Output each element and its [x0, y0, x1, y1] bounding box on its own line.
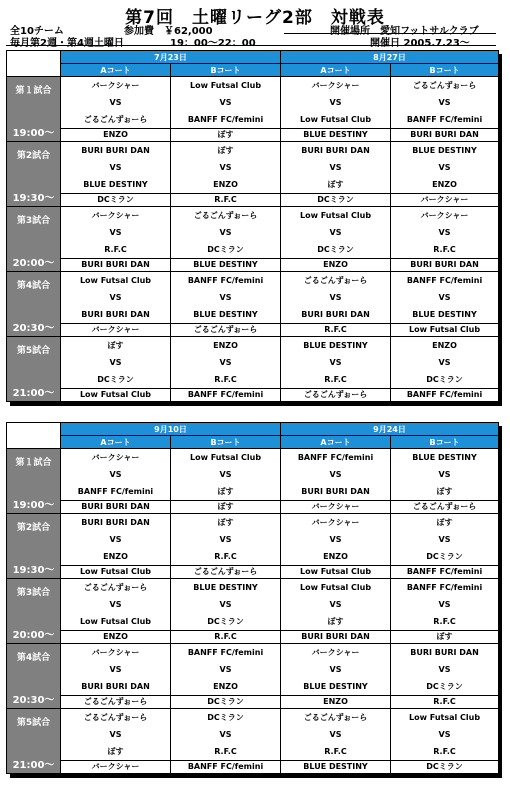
vs-label: VS — [109, 730, 122, 739]
home-team: ごるごんずぉーら — [412, 81, 477, 90]
referee-team: ぼす — [171, 500, 280, 513]
vs-label: VS — [329, 163, 342, 172]
away-team: BURI BURI DAN — [301, 310, 370, 319]
away-team: DCミラン — [426, 552, 463, 561]
home-team: ごるごんずぉーら — [83, 713, 148, 722]
match-row — [7, 272, 499, 337]
referee-team: バークシャー — [391, 193, 498, 206]
slot-cell — [7, 337, 61, 402]
home-team: BLUE DESTINY — [303, 341, 368, 350]
vs-label: VS — [329, 535, 342, 544]
away-team: R.F.C — [214, 552, 237, 561]
home-team: DCミラン — [207, 713, 244, 722]
team-count: 全10チーム — [10, 26, 64, 37]
away-team: DCミラン — [426, 682, 463, 691]
court-a-header: Aコート — [281, 64, 391, 77]
home-team: バークシャー — [91, 211, 140, 220]
home-team: バークシャー — [91, 648, 140, 657]
referee-team: ごるごんずぉーら — [281, 388, 390, 401]
home-team: バークシャー — [91, 81, 140, 90]
match-cell — [61, 337, 171, 402]
match-cell — [391, 337, 499, 402]
away-team: BLUE DESTINY — [412, 310, 477, 319]
away-team: R.F.C — [433, 617, 456, 626]
home-team: Low Futsal Club — [189, 81, 262, 90]
away-team: DCミラン — [317, 245, 354, 254]
referee-team: BANFF FC/femini — [171, 760, 280, 773]
match-row — [7, 207, 499, 272]
referee-team: ごるごんずぉーら — [391, 500, 498, 513]
date-header: 7月23日 — [61, 51, 281, 64]
vs-label: VS — [329, 228, 342, 237]
vs-label: VS — [109, 600, 122, 609]
home-team: ぼす — [217, 146, 234, 155]
away-team: ENZO — [432, 180, 457, 189]
referee-team: BLUE DESTINY — [171, 258, 280, 271]
away-team: BURI BURI DAN — [81, 310, 150, 319]
vs-label: VS — [219, 600, 232, 609]
referee-team: Low Futsal Club — [391, 323, 498, 336]
away-team: Low Futsal Club — [299, 115, 372, 124]
vs-label: VS — [438, 470, 451, 479]
vs-label: VS — [329, 470, 342, 479]
game-time: 20:00〜 — [12, 630, 55, 641]
schedule-table — [6, 50, 499, 402]
game-time: 21:00〜 — [12, 760, 55, 771]
home-team: ごるごんずぉーら — [193, 211, 258, 220]
referee-team: Low Futsal Club — [61, 565, 170, 578]
match-cell — [281, 709, 391, 774]
home-team: ENZO — [432, 341, 457, 350]
slot-cell — [7, 272, 61, 337]
away-team: R.F.C — [214, 747, 237, 756]
referee-team: ENZO — [61, 630, 170, 643]
away-team: ぼす — [107, 747, 124, 756]
match-row — [7, 77, 499, 142]
vs-label: VS — [109, 535, 122, 544]
vs-label: VS — [219, 470, 232, 479]
vs-label: VS — [109, 665, 122, 674]
home-team: ぼす — [107, 341, 124, 350]
vs-label: VS — [438, 600, 451, 609]
referee-team: R.F.C — [171, 193, 280, 206]
match-cell — [61, 272, 171, 337]
vs-label: VS — [438, 730, 451, 739]
game-number: 第3試合 — [16, 588, 51, 598]
court-a-header: Aコート — [61, 436, 171, 449]
match-cell — [171, 272, 281, 337]
referee-team: BANFF FC/femini — [391, 388, 498, 401]
referee-team: ぼす — [171, 128, 280, 141]
vs-label: VS — [109, 470, 122, 479]
match-cell — [171, 207, 281, 272]
match-cell — [391, 77, 499, 142]
schedule-weeks: 毎月第2週・第4週土曜日 — [10, 38, 124, 49]
vs-label: VS — [109, 228, 122, 237]
home-team: バークシャー — [420, 211, 469, 220]
home-team: バークシャー — [311, 518, 360, 527]
home-team: Low Futsal Club — [79, 276, 152, 285]
away-team: ぼす — [217, 487, 234, 496]
game-number: 第１試合 — [15, 86, 52, 96]
vs-label: VS — [219, 358, 232, 367]
home-team: BURI BURI DAN — [301, 146, 370, 155]
home-team: Low Futsal Club — [408, 713, 481, 722]
match-cell — [171, 709, 281, 774]
away-team: BURI BURI DAN — [81, 682, 150, 691]
match-cell — [171, 142, 281, 207]
match-cell — [281, 77, 391, 142]
game-number: 第4試合 — [16, 281, 51, 291]
match-cell — [281, 142, 391, 207]
away-team: ぼす — [327, 180, 344, 189]
home-team: ごるごんずぉーら — [303, 713, 368, 722]
vs-label: VS — [109, 293, 122, 302]
entry-fee: 参加費 ￥62,000 — [124, 26, 213, 37]
game-time: 20:00〜 — [12, 258, 55, 269]
away-team: R.F.C — [324, 375, 347, 384]
vs-label: VS — [219, 228, 232, 237]
court-b-header: Bコート — [171, 64, 281, 77]
game-number: 第4試合 — [16, 653, 51, 663]
match-row — [7, 579, 499, 644]
match-cell — [171, 77, 281, 142]
match-cell — [391, 709, 499, 774]
game-number: 第2試合 — [16, 523, 51, 533]
away-team: R.F.C — [214, 375, 237, 384]
vs-label: VS — [329, 293, 342, 302]
match-cell — [171, 644, 281, 709]
slot-cell — [7, 207, 61, 272]
corner-cell — [7, 51, 61, 77]
referee-team: BURI BURI DAN — [391, 128, 498, 141]
match-cell — [391, 514, 499, 579]
home-team: バークシャー — [311, 81, 360, 90]
away-team: ごるごんずぉーら — [83, 115, 148, 124]
vs-label: VS — [329, 98, 342, 107]
match-cell — [391, 579, 499, 644]
match-cell — [61, 514, 171, 579]
header — [0, 0, 510, 50]
referee-team: BLUE DESTINY — [281, 128, 390, 141]
slot-cell — [7, 709, 61, 774]
away-team: ぼす — [436, 487, 453, 496]
away-team: BURI BURI DAN — [301, 487, 370, 496]
match-cell — [61, 77, 171, 142]
vs-label: VS — [329, 730, 342, 739]
away-team: BANFF FC/femini — [187, 115, 264, 124]
home-team: BANFF FC/femini — [187, 276, 264, 285]
match-cell — [61, 644, 171, 709]
divider — [6, 45, 496, 46]
game-time: 19:30〜 — [12, 565, 55, 576]
slot-cell — [7, 77, 61, 142]
match-cell — [171, 579, 281, 644]
referee-team: R.F.C — [171, 630, 280, 643]
vs-label: VS — [438, 665, 451, 674]
away-team: BLUE DESTINY — [83, 180, 148, 189]
referee-team: R.F.C — [391, 695, 498, 708]
game-time: 20:30〜 — [12, 323, 55, 334]
referee-team: ごるごんずぉーら — [61, 695, 170, 708]
game-time: 19:00〜 — [12, 500, 55, 511]
match-row — [7, 644, 499, 709]
away-team: R.F.C — [433, 747, 456, 756]
slot-cell — [7, 449, 61, 514]
match-cell — [61, 449, 171, 514]
match-row — [7, 142, 499, 207]
away-team: ぼす — [327, 617, 344, 626]
vs-label: VS — [109, 98, 122, 107]
away-team: R.F.C — [433, 245, 456, 254]
slot-cell — [7, 514, 61, 579]
match-cell — [171, 337, 281, 402]
home-team: BURI BURI DAN — [81, 146, 150, 155]
vs-label: VS — [438, 358, 451, 367]
referee-team: ぼす — [391, 630, 498, 643]
home-team: ぼす — [217, 518, 234, 527]
match-row — [7, 449, 499, 514]
away-team: ENZO — [213, 180, 238, 189]
referee-team: BANFF FC/femini — [171, 388, 280, 401]
start-date: 開催日 2005.7.23〜 — [370, 38, 470, 49]
game-time: 21:00〜 — [12, 388, 55, 399]
vs-label: VS — [219, 293, 232, 302]
match-row — [7, 337, 499, 402]
match-cell — [61, 142, 171, 207]
schedule-table — [6, 422, 499, 774]
match-cell — [61, 579, 171, 644]
referee-team: DCミラン — [61, 193, 170, 206]
game-number: 第5試合 — [16, 718, 51, 728]
match-cell — [281, 644, 391, 709]
court-b-header: Bコート — [391, 64, 499, 77]
referee-team: ごるごんずぉーら — [171, 565, 280, 578]
game-number: 第2試合 — [16, 151, 51, 161]
match-cell — [391, 142, 499, 207]
home-team: ごるごんずぉーら — [83, 583, 148, 592]
away-team: DCミラン — [207, 617, 244, 626]
date-header: 8月27日 — [281, 51, 499, 64]
match-row — [7, 709, 499, 774]
referee-team: バークシャー — [61, 760, 170, 773]
game-time: 19:00〜 — [12, 128, 55, 139]
home-team: BURI BURI DAN — [410, 648, 479, 657]
game-number: 第１試合 — [15, 458, 52, 468]
game-time: 20:30〜 — [12, 695, 55, 706]
vs-label: VS — [109, 163, 122, 172]
match-cell — [61, 709, 171, 774]
slot-cell — [7, 579, 61, 644]
referee-team: BURI BURI DAN — [61, 500, 170, 513]
match-row — [7, 514, 499, 579]
court-a-header: Aコート — [281, 436, 391, 449]
away-team: ENZO — [103, 552, 128, 561]
away-team: BANFF FC/femini — [77, 487, 154, 496]
referee-team: DCミラン — [391, 760, 498, 773]
vs-label: VS — [438, 228, 451, 237]
match-cell — [281, 449, 391, 514]
referee-team: Low Futsal Club — [61, 388, 170, 401]
referee-team: BANFF FC/femini — [391, 565, 498, 578]
away-team: BLUE DESTINY — [303, 682, 368, 691]
referee-team: DCミラン — [171, 695, 280, 708]
vs-label: VS — [438, 163, 451, 172]
home-team: BLUE DESTINY — [193, 583, 258, 592]
home-team: BANFF FC/femini — [187, 648, 264, 657]
away-team: DCミラン — [426, 375, 463, 384]
session-time: 19：00〜22：00 — [170, 38, 256, 49]
referee-team: BURI BURI DAN — [61, 258, 170, 271]
court-a-header: Aコート — [61, 64, 171, 77]
match-cell — [171, 514, 281, 579]
home-team: ぼす — [436, 518, 453, 527]
away-team: DCミラン — [97, 375, 134, 384]
match-cell — [391, 207, 499, 272]
vs-label: VS — [219, 665, 232, 674]
home-team: Low Futsal Club — [299, 211, 372, 220]
vs-label: VS — [219, 730, 232, 739]
referee-team: ENZO — [61, 128, 170, 141]
home-team: Low Futsal Club — [299, 583, 372, 592]
away-team: R.F.C — [324, 747, 347, 756]
slot-cell — [7, 142, 61, 207]
game-number: 第3試合 — [16, 216, 51, 226]
vs-label: VS — [219, 98, 232, 107]
home-team: BLUE DESTINY — [412, 146, 477, 155]
referee-team: Low Futsal Club — [281, 565, 390, 578]
referee-team: ENZO — [281, 695, 390, 708]
match-cell — [281, 207, 391, 272]
corner-cell — [7, 423, 61, 449]
match-cell — [281, 337, 391, 402]
referee-team: バークシャー — [61, 323, 170, 336]
page-title: 第7回 土曜リーグ2部 対戦表 — [125, 8, 385, 28]
referee-team: R.F.C — [281, 323, 390, 336]
game-time: 19:30〜 — [12, 193, 55, 204]
referee-team: ENZO — [281, 258, 390, 271]
match-cell — [281, 514, 391, 579]
away-team: DCミラン — [207, 245, 244, 254]
referee-team: ごるごんずぉーら — [171, 323, 280, 336]
slot-cell — [7, 644, 61, 709]
away-team: R.F.C — [104, 245, 127, 254]
home-team: ごるごんずぉーら — [303, 276, 368, 285]
date-header: 9月24日 — [281, 423, 499, 436]
home-team: BANFF FC/femini — [297, 453, 374, 462]
match-cell — [281, 579, 391, 644]
vs-label: VS — [219, 163, 232, 172]
home-team: BANFF FC/femini — [406, 276, 483, 285]
game-number: 第5試合 — [16, 346, 51, 356]
match-cell — [391, 644, 499, 709]
vs-label: VS — [438, 293, 451, 302]
match-cell — [171, 449, 281, 514]
match-cell — [61, 207, 171, 272]
away-team: BLUE DESTINY — [193, 310, 258, 319]
away-team: ENZO — [323, 552, 348, 561]
home-team: BLUE DESTINY — [412, 453, 477, 462]
vs-label: VS — [329, 358, 342, 367]
home-team: BANFF FC/femini — [406, 583, 483, 592]
match-cell — [391, 449, 499, 514]
date-header: 9月10日 — [61, 423, 281, 436]
home-team: Low Futsal Club — [189, 453, 262, 462]
vs-label: VS — [219, 535, 232, 544]
away-team: BANFF FC/femini — [406, 115, 483, 124]
court-b-header: Bコート — [391, 436, 499, 449]
match-cell — [281, 272, 391, 337]
vs-label: VS — [438, 535, 451, 544]
referee-team: DCミラン — [281, 193, 390, 206]
referee-team: BURI BURI DAN — [391, 258, 498, 271]
home-team: BURI BURI DAN — [81, 518, 150, 527]
home-team: バークシャー — [91, 453, 140, 462]
vs-label: VS — [109, 358, 122, 367]
home-team: バークシャー — [311, 648, 360, 657]
away-team: Low Futsal Club — [79, 617, 152, 626]
vs-label: VS — [329, 665, 342, 674]
home-team: ENZO — [213, 341, 238, 350]
venue: 開催場所 愛知フットサルクラブ — [330, 26, 479, 37]
match-cell — [391, 272, 499, 337]
referee-team: BURI BURI DAN — [281, 630, 390, 643]
court-b-header: Bコート — [171, 436, 281, 449]
away-team: ENZO — [213, 682, 238, 691]
vs-label: VS — [329, 600, 342, 609]
referee-team: BLUE DESTINY — [281, 760, 390, 773]
vs-label: VS — [438, 98, 451, 107]
referee-team: バークシャー — [281, 500, 390, 513]
